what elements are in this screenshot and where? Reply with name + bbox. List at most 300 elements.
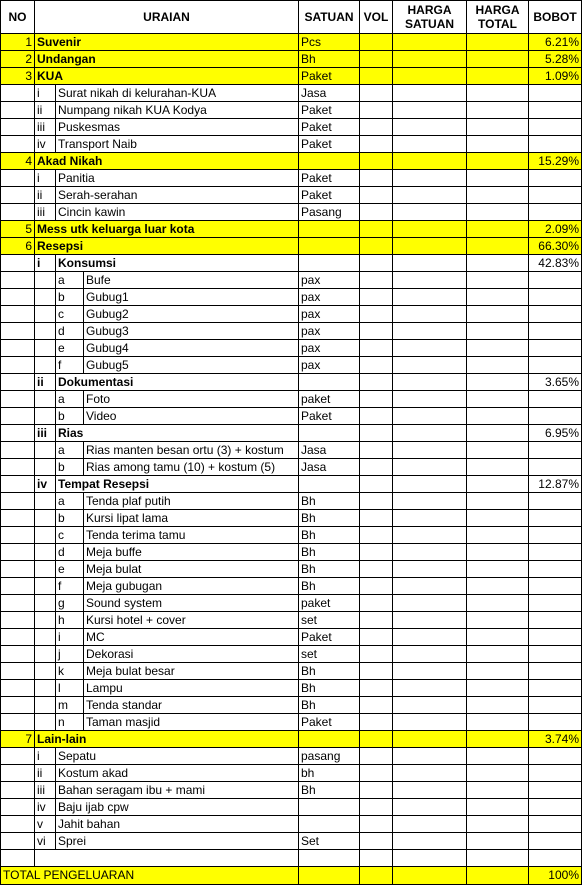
row-indent <box>35 306 56 323</box>
row-harga-total <box>467 68 529 85</box>
row-satuan: pax <box>299 357 360 374</box>
row-harga-total <box>467 85 529 102</box>
row-bobot <box>529 595 582 612</box>
row-satuan: Pasang <box>299 204 360 221</box>
row-indent <box>35 527 56 544</box>
row-text: Dokumentasi <box>56 374 299 391</box>
row-vol <box>360 238 393 255</box>
row-harga-satuan <box>393 544 467 561</box>
row-satuan: Bh <box>299 697 360 714</box>
row-bobot: 1.09% <box>529 68 582 85</box>
row-bobot: 42.83% <box>529 255 582 272</box>
row-harga-total <box>467 187 529 204</box>
header-satuan: SATUAN <box>299 0 360 34</box>
row-bobot <box>529 748 582 765</box>
row-harga-total <box>467 289 529 306</box>
row-vol <box>360 731 393 748</box>
row-bobot <box>529 629 582 646</box>
row-no <box>0 425 35 442</box>
row-satuan: Paket <box>299 119 360 136</box>
row-no <box>0 629 35 646</box>
row-harga-satuan <box>393 731 467 748</box>
row-harga-total <box>467 102 529 119</box>
row-satuan <box>299 476 360 493</box>
row-text: Tenda standar <box>84 697 299 714</box>
row-label: ii <box>35 187 56 204</box>
row-harga-satuan <box>393 153 467 170</box>
row-harga-total <box>467 850 529 867</box>
row-harga-satuan <box>393 833 467 850</box>
row-vol <box>360 663 393 680</box>
row-vol <box>360 816 393 833</box>
row-vol <box>360 578 393 595</box>
row-text: Sound system <box>84 595 299 612</box>
row-indent <box>35 391 56 408</box>
row-satuan: Bh <box>299 561 360 578</box>
row-bobot <box>529 697 582 714</box>
row-bobot <box>529 850 582 867</box>
row-bobot <box>529 680 582 697</box>
row-harga-total <box>467 374 529 391</box>
row-label: a <box>56 272 84 289</box>
row-bobot <box>529 357 582 374</box>
row-label: a <box>56 442 84 459</box>
row-indent <box>35 340 56 357</box>
row-label: iii <box>35 425 56 442</box>
row-satuan: Bh <box>299 578 360 595</box>
row-satuan: Bh <box>299 510 360 527</box>
row-bobot <box>529 544 582 561</box>
row-harga-total <box>467 425 529 442</box>
row-vol <box>360 102 393 119</box>
row-satuan: Jasa <box>299 442 360 459</box>
row-satuan: Bh <box>299 663 360 680</box>
row-no <box>0 595 35 612</box>
row-harga-satuan <box>393 323 467 340</box>
row-harga-total <box>467 119 529 136</box>
row-no <box>0 646 35 663</box>
row-vol <box>360 85 393 102</box>
row-text: MC <box>84 629 299 646</box>
row-title: Resepsi <box>35 238 299 255</box>
row-vol <box>360 204 393 221</box>
row-vol <box>360 153 393 170</box>
row-harga-total <box>467 612 529 629</box>
row-no: 1 <box>0 34 35 51</box>
row-no <box>0 170 35 187</box>
row-harga-total <box>467 816 529 833</box>
row-harga-satuan <box>393 595 467 612</box>
row-harga-total <box>467 204 529 221</box>
row-harga-satuan <box>393 102 467 119</box>
row-satuan <box>299 238 360 255</box>
row-no <box>0 357 35 374</box>
row-label: k <box>56 663 84 680</box>
row-vol <box>360 646 393 663</box>
row-bobot <box>529 204 582 221</box>
row-bobot <box>529 510 582 527</box>
row-harga-satuan <box>393 425 467 442</box>
row-bobot <box>529 578 582 595</box>
row-no <box>0 85 35 102</box>
row-label: b <box>56 510 84 527</box>
row-satuan <box>299 425 360 442</box>
row-text: Meja buffe <box>84 544 299 561</box>
row-bobot <box>529 119 582 136</box>
row-indent <box>35 442 56 459</box>
row-harga-satuan <box>393 357 467 374</box>
row-indent <box>35 663 56 680</box>
row-harga-total <box>467 833 529 850</box>
row-no <box>0 476 35 493</box>
row-harga-total <box>467 272 529 289</box>
row-bobot <box>529 408 582 425</box>
row-no <box>0 612 35 629</box>
row-vol <box>360 323 393 340</box>
row-no <box>0 289 35 306</box>
row-no <box>0 697 35 714</box>
row-satuan: Bh <box>299 544 360 561</box>
row-harga-satuan <box>393 255 467 272</box>
row-vol <box>360 595 393 612</box>
row-harga-satuan <box>393 850 467 867</box>
row-harga-total <box>467 153 529 170</box>
header-no: NO <box>0 0 35 34</box>
row-label: f <box>56 357 84 374</box>
row-no <box>0 272 35 289</box>
row-satuan: pax <box>299 306 360 323</box>
row-harga-total <box>467 714 529 731</box>
row-no <box>0 663 35 680</box>
row-text: Dekorasi <box>84 646 299 663</box>
row-satuan <box>299 816 360 833</box>
row-text: Meja bulat <box>84 561 299 578</box>
row-label: i <box>35 255 56 272</box>
row-harga-total <box>467 595 529 612</box>
row-text: Kursi hotel + cover <box>84 612 299 629</box>
row-no <box>0 102 35 119</box>
row-label: l <box>56 680 84 697</box>
row-bobot <box>529 306 582 323</box>
row-harga-satuan <box>393 34 467 51</box>
row-title: Akad Nikah <box>35 153 299 170</box>
row-harga-satuan <box>393 306 467 323</box>
row-satuan: pax <box>299 323 360 340</box>
row-text: Gubug2 <box>84 306 299 323</box>
row-satuan: pasang <box>299 748 360 765</box>
row-label: i <box>35 85 56 102</box>
row-label: iii <box>35 119 56 136</box>
row-vol <box>360 306 393 323</box>
row-vol <box>360 476 393 493</box>
row-label: d <box>56 544 84 561</box>
row-no <box>0 255 35 272</box>
row-no: 3 <box>0 68 35 85</box>
row-satuan: Paket <box>299 102 360 119</box>
row-harga-total <box>467 527 529 544</box>
row-satuan: Paket <box>299 408 360 425</box>
row-harga-total <box>467 34 529 51</box>
row-satuan: Jasa <box>299 459 360 476</box>
row-harga-satuan <box>393 612 467 629</box>
row-no <box>0 374 35 391</box>
row-label: v <box>35 816 56 833</box>
row-indent <box>35 493 56 510</box>
row-indent <box>35 629 56 646</box>
row-indent <box>35 289 56 306</box>
row-label: iv <box>35 476 56 493</box>
row-bobot: 5.28% <box>529 51 582 68</box>
row-vol <box>360 187 393 204</box>
row-label: iv <box>35 799 56 816</box>
row-label: g <box>56 595 84 612</box>
row-harga-satuan <box>393 391 467 408</box>
row-harga-total <box>467 578 529 595</box>
row-bobot <box>529 782 582 799</box>
row-satuan: Paket <box>299 136 360 153</box>
row-harga-total <box>467 476 529 493</box>
row-no <box>0 816 35 833</box>
row-satuan: set <box>299 612 360 629</box>
row-harga-satuan <box>393 629 467 646</box>
row-bobot <box>529 442 582 459</box>
row-label: i <box>35 748 56 765</box>
row-vol <box>360 442 393 459</box>
row-no <box>0 323 35 340</box>
row-no <box>0 850 35 867</box>
row-vol <box>360 544 393 561</box>
row-harga-satuan <box>393 527 467 544</box>
total-harga-total <box>467 867 529 885</box>
row-text: Bahan seragam ibu + mami <box>56 782 299 799</box>
row-bobot: 6.95% <box>529 425 582 442</box>
row-no <box>0 510 35 527</box>
row-harga-total <box>467 136 529 153</box>
row-text: Gubug3 <box>84 323 299 340</box>
row-bobot <box>529 765 582 782</box>
row-harga-satuan <box>393 442 467 459</box>
row-harga-total <box>467 238 529 255</box>
row-label: c <box>56 527 84 544</box>
row-vol <box>360 510 393 527</box>
row-bobot <box>529 187 582 204</box>
row-vol <box>360 527 393 544</box>
row-text: Transport Naib <box>56 136 299 153</box>
row-no <box>0 340 35 357</box>
row-harga-satuan <box>393 663 467 680</box>
row-label: i <box>56 629 84 646</box>
row-satuan: Pcs <box>299 34 360 51</box>
row-label: i <box>35 170 56 187</box>
row-vol <box>360 289 393 306</box>
row-bobot <box>529 459 582 476</box>
row-satuan: pax <box>299 289 360 306</box>
total-vol <box>360 867 393 885</box>
row-bobot <box>529 527 582 544</box>
row-harga-total <box>467 391 529 408</box>
row-vol <box>360 170 393 187</box>
row-text: Meja bulat besar <box>84 663 299 680</box>
row-vol <box>360 51 393 68</box>
row-no <box>0 680 35 697</box>
row-harga-satuan <box>393 238 467 255</box>
row-vol <box>360 493 393 510</box>
row-label: d <box>56 323 84 340</box>
row-harga-total <box>467 357 529 374</box>
row-indent <box>35 510 56 527</box>
row-harga-satuan <box>393 136 467 153</box>
row-text: Tempat Resepsi <box>56 476 299 493</box>
row-no: 4 <box>0 153 35 170</box>
row-indent <box>35 357 56 374</box>
row-vol <box>360 561 393 578</box>
row-vol <box>360 272 393 289</box>
row-bobot: 12.87% <box>529 476 582 493</box>
row-harga-total <box>467 493 529 510</box>
row-vol <box>360 34 393 51</box>
row-bobot <box>529 340 582 357</box>
row-text: Sprei <box>56 833 299 850</box>
row-no <box>0 561 35 578</box>
row-harga-total <box>467 221 529 238</box>
row-satuan: pax <box>299 272 360 289</box>
row-text: Tenda plaf putih <box>84 493 299 510</box>
row-no <box>0 578 35 595</box>
row-label: h <box>56 612 84 629</box>
row-no <box>0 119 35 136</box>
row-label: iii <box>35 782 56 799</box>
row-bobot <box>529 612 582 629</box>
row-harga-total <box>467 629 529 646</box>
row-bobot <box>529 272 582 289</box>
row-harga-satuan <box>393 680 467 697</box>
row-harga-total <box>467 255 529 272</box>
row-indent <box>35 680 56 697</box>
row-no <box>0 748 35 765</box>
row-harga-satuan <box>393 289 467 306</box>
row-harga-total <box>467 799 529 816</box>
row-no <box>0 765 35 782</box>
row-bobot <box>529 391 582 408</box>
row-bobot <box>529 323 582 340</box>
row-bobot <box>529 646 582 663</box>
row-bobot: 2.09% <box>529 221 582 238</box>
total-bobot: 100% <box>529 867 582 885</box>
row-bobot <box>529 289 582 306</box>
row-harga-satuan <box>393 51 467 68</box>
row-indent <box>35 578 56 595</box>
row-label: ii <box>35 102 56 119</box>
row-no: 5 <box>0 221 35 238</box>
row-satuan <box>299 731 360 748</box>
row-vol <box>360 221 393 238</box>
header-uraian: URAIAN <box>35 0 299 34</box>
row-no <box>0 799 35 816</box>
row-vol <box>360 119 393 136</box>
row-title: Lain-lain <box>35 731 299 748</box>
row-bobot <box>529 170 582 187</box>
row-vol <box>360 391 393 408</box>
row-no <box>0 714 35 731</box>
row-satuan: Paket <box>299 714 360 731</box>
row-satuan: Paket <box>299 68 360 85</box>
row-text: Konsumsi <box>56 255 299 272</box>
row-harga-satuan <box>393 187 467 204</box>
row-harga-satuan <box>393 510 467 527</box>
row-text: Video <box>84 408 299 425</box>
row-harga-satuan <box>393 799 467 816</box>
row-label: m <box>56 697 84 714</box>
row-text: Panitia <box>56 170 299 187</box>
row-indent <box>35 646 56 663</box>
row-text <box>35 850 299 867</box>
row-harga-total <box>467 459 529 476</box>
row-harga-satuan <box>393 697 467 714</box>
row-title: Undangan <box>35 51 299 68</box>
row-bobot <box>529 714 582 731</box>
row-vol <box>360 680 393 697</box>
row-harga-total <box>467 697 529 714</box>
row-harga-satuan <box>393 782 467 799</box>
row-no <box>0 544 35 561</box>
row-harga-satuan <box>393 374 467 391</box>
row-indent <box>35 459 56 476</box>
row-text: Kursi lipat lama <box>84 510 299 527</box>
row-harga-satuan <box>393 476 467 493</box>
row-title: Mess utk keluarga luar kota <box>35 221 299 238</box>
total-harga-satuan <box>393 867 467 885</box>
row-no <box>0 306 35 323</box>
row-no <box>0 442 35 459</box>
row-bobot: 15.29% <box>529 153 582 170</box>
row-satuan <box>299 374 360 391</box>
row-harga-satuan <box>393 68 467 85</box>
row-harga-total <box>467 442 529 459</box>
row-label: vi <box>35 833 56 850</box>
row-satuan: Paket <box>299 629 360 646</box>
row-bobot <box>529 136 582 153</box>
row-indent <box>35 544 56 561</box>
row-label: b <box>56 459 84 476</box>
row-label: c <box>56 306 84 323</box>
total-satuan <box>299 867 360 885</box>
row-harga-total <box>467 561 529 578</box>
row-harga-total <box>467 408 529 425</box>
row-harga-satuan <box>393 221 467 238</box>
row-harga-satuan <box>393 408 467 425</box>
row-harga-satuan <box>393 646 467 663</box>
row-satuan: set <box>299 646 360 663</box>
row-vol <box>360 68 393 85</box>
row-text: Rias <box>56 425 299 442</box>
row-vol <box>360 357 393 374</box>
row-label: a <box>56 493 84 510</box>
row-bobot <box>529 102 582 119</box>
row-no <box>0 493 35 510</box>
row-harga-total <box>467 340 529 357</box>
row-text: Gubug4 <box>84 340 299 357</box>
row-satuan: Bh <box>299 51 360 68</box>
row-vol <box>360 425 393 442</box>
row-satuan: paket <box>299 595 360 612</box>
row-label: b <box>56 408 84 425</box>
row-no <box>0 204 35 221</box>
row-label: b <box>56 289 84 306</box>
row-indent <box>35 697 56 714</box>
row-harga-satuan <box>393 493 467 510</box>
row-bobot: 66.30% <box>529 238 582 255</box>
row-text: Puskesmas <box>56 119 299 136</box>
